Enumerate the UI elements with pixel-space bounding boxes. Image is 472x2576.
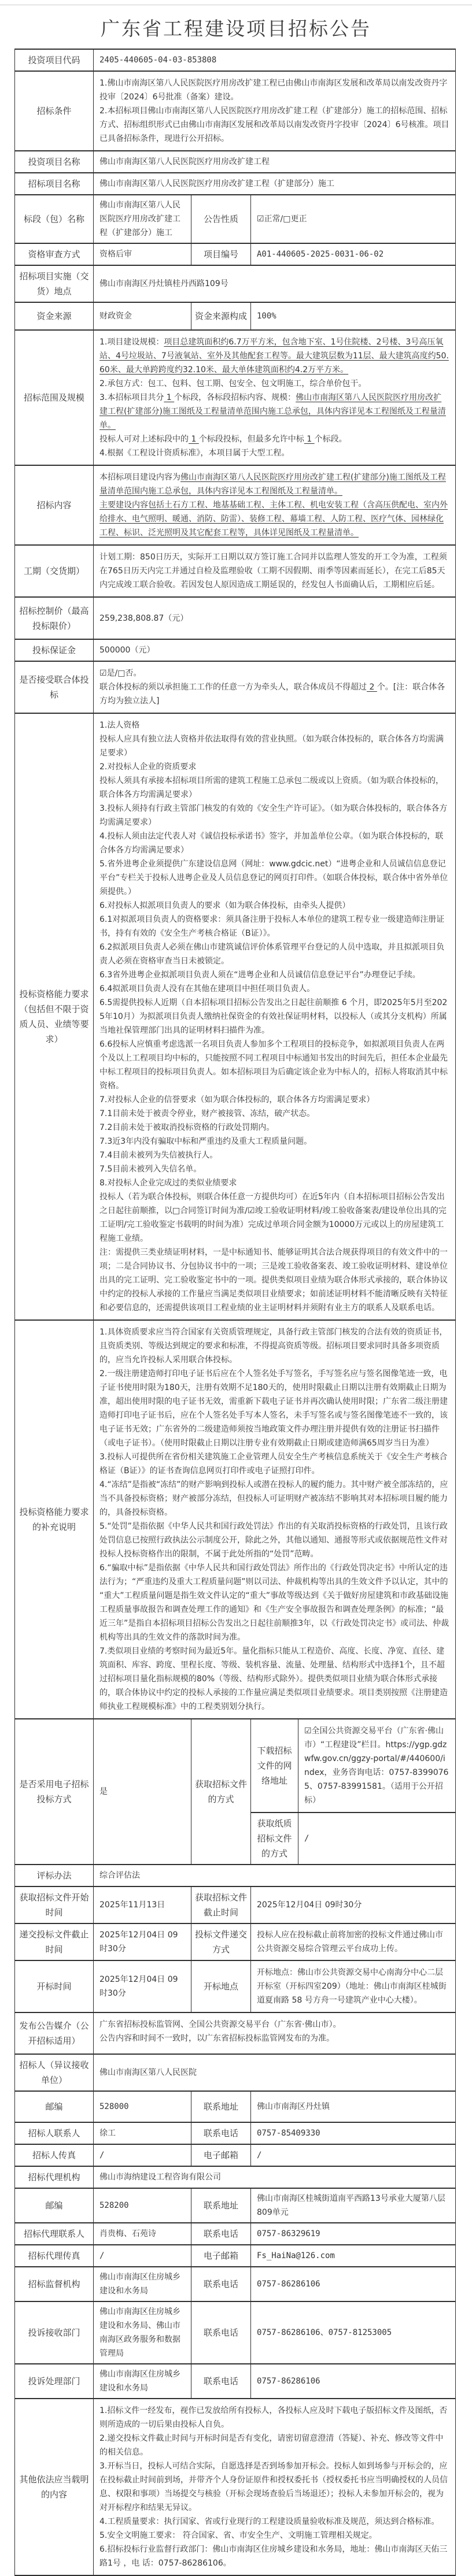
tender-scope-label: 招标范围及规模 — [15, 330, 94, 465]
paragraph: 6.招标投标行业监督行政部门：佛山市南海区住房城乡建设和水务局，地址：佛山市南海区天佑三路1号 ，电 话：0757-86286106。 — [99, 2545, 448, 2568]
consortium-label: 是否接受联合体投标 — [15, 661, 94, 713]
notice-nature-value: ☑正常/□更正 — [251, 195, 456, 243]
tender-conditions-label: 招标条件 — [15, 71, 94, 151]
paragraph: 1.佛山市南海区第八人民医院医疗用房改扩建工程已由佛山市南海区发展和改革局以南发改资丹字投审〔2024〕6号批准（备案）建设。 — [99, 79, 448, 102]
complaint-handle-phone-value: 0757-86286106 — [251, 2364, 456, 2399]
paragraph: 投标人可对上述标段中的 1 个标段投标，但最多允许中标 1 个标段。 — [99, 435, 347, 444]
row-other-contents — [15, 2399, 456, 2575]
delivery-location-label: 招标项目实施（交货）地点 — [15, 265, 94, 302]
paragraph: 3.本招标项目共分 1 个标段，各标段招标内容、规模：佛山市南海区第八人民医院医疗用房改扩建工程(扩建部分)施工图纸及工程量清单范围内施工总承包，具体内容详见本工程图纸及工程量清单。 — [99, 393, 446, 430]
row-qualification-requirements — [15, 713, 456, 1320]
qualification-supplement-label: 投标资格能力要求的补充说明 — [15, 1320, 94, 1719]
row-tender-content — [15, 465, 456, 545]
agency-contact-value: 肖贵梅、石苑诗 — [94, 2223, 191, 2245]
paragraph: 7.对投标人企业的信誉要求（如为联合体投标的，联合体各方均需满足要求） — [99, 1095, 375, 1104]
paragraph: 6.“骗取中标”是指依据《中华人民共和国行政处罚法》所作出的《行政处罚决定书》中所认定的违法行为；“严重违约及重大工程质量问题”则以司法、仲裁机构等出具的生效文件予以认定，其中的“重大”工程质量问题是指生效文件认定的“重大”事故等级达到《关于做好房屋建筑和市政基础设施工程质量事故报告和调查处理工作的通知》和《生产安全事故报告和调查处理条例》的标准；“最近三年”是指自本招标项目招标公告发出之日起往前顺推3年，以《行政处罚决定书》或司法、仲裁机构等出具的生效文件的落款时间为准。 — [99, 1563, 449, 1642]
row-invest-name — [15, 151, 456, 173]
agency-fax-value: / — [94, 2245, 191, 2267]
row-qualification-review — [15, 243, 456, 265]
row-delivery-location — [15, 265, 456, 302]
paragraph: 主要建设内容包括土石方工程、地基基础工程、主体工程、机电安装工程（含高压供配电、室内外给排水、电气照明、暖通、消防、防雷）、装修工程、幕墙工程、人防工程、医疗气体、园林绿化工程、标识、泛光照明及其它配套工程等，具体详见图纸及工程量清单。 — [99, 501, 448, 538]
paragraph: 7.5目前未被列入失信名单。 — [99, 1165, 202, 1174]
agency-label: 招标代理机构 — [15, 2166, 94, 2188]
row-submit-deadline — [15, 1923, 456, 1960]
bid-opening-place-value: 开标地点：佛山市公共资源交易中心南海分中心二层开标室（开标四室209）（地址：佛山市南海区桂城街道夏南路 58 号方舟一号建筑产业中心大楼）。 — [251, 1960, 456, 2012]
other-contents-label: 其他依法应当载明的内容 — [15, 2399, 94, 2575]
paragraph: 5.安全文明施工要求： 符合国家、省、市安全生产、文明施工管理相关规定。 — [99, 2531, 377, 2540]
page-title: 广东省工程建设项目招标公告 — [101, 17, 371, 40]
complaint-receive-phone-label: 联系电话 — [191, 2301, 251, 2364]
paragraph: 1.法人资格 — [99, 721, 140, 730]
submit-deadline-value: 2025年12月04日 09时30分 — [94, 1923, 191, 1960]
paragraph: 2.对投标人企业的资质要求 — [99, 762, 197, 772]
funding-source-value: 财政资金 — [94, 302, 191, 330]
paragraph: 6.对投标人拟派项目负责人的要求（如为联合体投标，由牵头人提供） — [99, 901, 351, 910]
paragraph: 7.3近3年内没有骗取中标和严重违约及重大工程质量问题。 — [99, 1137, 312, 1146]
announcement-media-label: 发布公告媒介（公开招标适用） — [15, 2012, 94, 2054]
electronic-bidding-label: 是否采用电子招标投标方式 — [15, 1719, 94, 1865]
agency-value: 佛山市海纳建设工程咨询有限公司 — [94, 2166, 456, 2188]
supervisor-phone-value: 0757-86286106 — [251, 2267, 456, 2301]
paragraph: 2.递交投标文件截止时间与开标时间是否有变化，请密切留意澄清（答疑）、补充、修改等文件中的相关信息。 — [99, 2434, 444, 2457]
other-contents-value — [94, 2399, 456, 2575]
row-tenderer — [15, 2054, 456, 2091]
row-complaint-handle — [15, 2364, 456, 2399]
tenderer-label: 招标人（异议接收单位） — [15, 2054, 94, 2091]
bid-opening-time-value: 2025年12月04日 09时30分 — [94, 1960, 191, 2012]
paragraph: 3.投标人可提供所在省份相关建筑施工企业管理人员安全生产考核信息系统关于《安全生产考核合格证（B证）》的证书查询信息网页打印件或电子证照打印件。 — [99, 1452, 448, 1476]
agency-postcode-value: 528200 — [94, 2188, 191, 2223]
paragraph: 7.4目前未被列为失信被执行人。 — [99, 1151, 218, 1160]
submit-method-value: 投标人应在投标截止前将加密的投标文件通过佛山市公共资源交易综合管理云平台成功上传。 — [251, 1923, 456, 1960]
paragraph: 6.6投标人应慎重考虑选派一名项目负责人参加多个工程项目的投标竞争，如拟派项目负责人在两个及以上工程项目均中标的，只能按照不同工程项目中标通知书发出的时间先后，担任本企业最先中标工程项目的投标项目负责人。如本招标项目为后确定该企业为中标人的，招标人将取消其中标资格。 — [99, 1040, 448, 1091]
tenderer-fax-value: / — [94, 2144, 191, 2166]
submit-deadline-label: 递交投标文件截止时间 — [15, 1923, 94, 1960]
paragraph: 本招标项目建设内容为佛山市南海区第八人民医院医疗用房改扩建工程(扩建部分)施工图纸及工程量清单范围内施工总承包，具体内容详见本工程图纸及工程量清单。 — [99, 473, 446, 496]
control-price-label: 招标控制价（最高投标限价） — [15, 597, 94, 639]
doc-obtain-start-label: 获取招标文件开始时间 — [15, 1886, 94, 1923]
row-supervisor — [15, 2267, 456, 2301]
row-tenderer-contact — [15, 2122, 456, 2144]
paragraph: 注：需提供三类业绩证明材料，一是中标通知书、能够证明其合法合规获得项目的有效文件中的一项；二是合同协议书、分包协议书中的一项；三是竣工验收备案表、竣工验收证明材料、建设单位出具的完工证明、完工验收鉴定书中的一项。提供类似项目业绩为联合体形式承接的，联合体协议中约定的投标人承接的工作量应当满足类似项目业绩要求；如前述证明材料不能清晰反映有关特征和必要信息的，还需提供该项目工程业绩的业主证明材料并须附有业主方的联系人及联系电话。 — [99, 1248, 448, 1313]
complaint-handle-phone-label: 联系电话 — [191, 2364, 251, 2399]
row-duration — [15, 545, 456, 597]
paragraph: 7.类似项目业绩的考察时间为最近5年。量化指标只能从工程造价、高度、长度、净宽、直径、建筑面积、库容、跨度、里程长度、等级、装机容量、流量、处理量、结构形式中选择1个，且不超过招标项目量化指标规模的80%（等级、结构形式除外）。提供类似项目业绩为联合体形式承接的，联合体协议中约定的投标人承接的工作量应满足类似项目业绩要求。项目类别按照《注册建造师执业工程规模标准》中的工程类别划分执行。 — [99, 1647, 448, 1711]
tender-name-value: 佛山市南海区第八人民医院医疗用房改扩建工程（扩建部分）施工 — [94, 173, 456, 195]
paragraph: 2.一级注册建造师打印电子证书后应在个人签名处手写签名，手写签名应与签名图像笔迹一致，电子证书使用时限为180天，注册有效期不足180天的，使用时限截止日期以注册有效期截止日期为准，超出使用时限的电子证书无效，需重新下载电子证书并再次确认使用时限；广东省二级注册建造师打印电子证书后，应在个人签名处手写本人签名，未手写签名或与签名图像笔迹不一致的，该电子证书无效；广东省外的二级建造师须按当地政策文件办理注册并提供有效的注册证书扫描件（或电子证书）。（使用时限截止日期以注册专业有效期截止日期或建造师满65周岁当日为准） — [99, 1369, 448, 1448]
agency-email-value: Fs_HaiNa@126.com — [251, 2245, 456, 2267]
bid-bond-value: 500000（元） — [94, 639, 456, 661]
announcement-page — [0, 5, 472, 2576]
row-doc-obtain-time — [15, 1886, 456, 1923]
paper-document-label: 获取纸质招标文件的方式 — [251, 1813, 298, 1865]
paragraph: 1.项目建设规模：项目总建筑面积约6.7万平方米，包含地下室、1号住院楼、2号楼、3号高压氧站、4号垃圾站、7号液氧站、室外及其他配套工程等。最大建筑层数为11层、最大建筑高度约50.60米、最大单跨跨度约32.10米、最大单体建筑面积约4.2万平方米。 — [99, 338, 449, 375]
paragraph: 投标人应具有独立法人资格并依法取得有效的营业执照。（如为联合体投标的，联合体各方均需满足要求） — [99, 735, 444, 758]
tender-name-label: 招标项目名称 — [15, 173, 94, 195]
evaluation-method-value: 综合评估法 — [94, 1865, 456, 1886]
row-invest-code — [15, 49, 456, 71]
duration-value: 计划工期：850日历天，实际开工日期以双方签订施工合同并以监理人签发的开工令为准，工程须在765日历天内完工并通过自检及监理验收（工期不因假期、雨季等因素而延长），在完工后85天内完成竣工联合验收。若因发包人原因造成工期延误的，经发包人书面确认后，工期相应后延。 — [94, 545, 456, 597]
paragraph: 4.根据《工程设计资质标准》，本项目属于大型工程。 — [99, 449, 290, 458]
paragraph: 6.4拟派项目负责人没有在其他在建项目中担任项目负责人。 — [99, 984, 315, 994]
tenderer-address-value: 佛山市南海区丹灶镇 — [251, 2091, 456, 2122]
paragraph: 7.2目前未处于被取消投标资格的行政处罚期内。 — [99, 1123, 275, 1132]
paragraph: 6.1对拟派项目负责人的资格要求：须具备注册于投标人本单位的建筑工程专业一级建造师注册证书，持有有效的《安全生产考核合格证（B证）》。 — [99, 915, 445, 938]
paragraph: 4.“冻结”是指被“冻结”的财产影响到投标人或潜在投标人的履约能力。其中财产被全部冻结的，应当不具备投标资格；财产被部分冻结，但投标人可证明财产被冻结不影响其对本招标项目履约能力的，具备投标资格。 — [99, 1480, 448, 1517]
row-complaint-receive — [15, 2301, 456, 2364]
funding-source-label: 资金来源 — [15, 302, 94, 330]
control-price-value: 259,238,808.87（元） — [94, 597, 456, 639]
paragraph: ☑是/□否。 — [99, 669, 142, 678]
row-bid-bond — [15, 639, 456, 661]
electronic-bidding-value: 是 — [94, 1719, 191, 1865]
paragraph: 5.省外进粤企业须提供广东建设信息网（网址：www.gdcic.net）“进粤企业和人员诚信信息登记平台”专栏关于投标人进粤企业及人员信息登记的网页打印件。（如联合体投标，联合体中省外单位须提供。） — [99, 859, 448, 896]
download-address-value: ☑全国公共资源交易平台（广东省·佛山市）“工程建设”栏目。https://ygp.gdzwfw.gov.cn/ggzy-portal/#/440600/index，业务咨询电话：0757-83990765、0757-83991581。（适用于公开招标） — [298, 1719, 456, 1813]
section-package-value: 佛山市南海区第八人民医院医疗用房改扩建工程（扩建部分）施工 — [94, 195, 191, 243]
announcement-table — [14, 49, 456, 2576]
tenderer-postcode-label: 邮编 — [15, 2091, 94, 2122]
paragraph: 4.工程质量要求：执行国家、省或行业现行的工程建设质量验收标准及规范，须达到合格标准。 — [99, 2517, 440, 2526]
paper-document-value: / — [298, 1813, 456, 1865]
row-agency-postcode — [15, 2188, 456, 2223]
row-evaluation-method — [15, 1865, 456, 1886]
paragraph: 3.开标当日，投标人可结合实际，自愿选择是否到场参加开标会。投标人如到场参与开标会的，应在投标截止时间前到场，并带齐个人身份证原件和授权委托书（授权委托书应当明确授权的人员信息、权限和事项）当场提交与核验（开标会现场查验后当场退还）；投标人未参加开标会的，视为对开标程序和结果无异议。 — [99, 2462, 448, 2512]
qualification-supplement-value — [94, 1320, 456, 1719]
tender-conditions-value — [94, 71, 456, 151]
supervisor-phone-label: 联系电话 — [191, 2267, 251, 2301]
tenderer-fax-label: 招标人传真 — [15, 2144, 94, 2166]
tenderer-contact-label: 招标人联系人 — [15, 2122, 94, 2144]
delivery-location-value: 佛山市南海区丹灶镇桂丹西路109号 — [94, 265, 456, 302]
row-qualification-supplement — [15, 1320, 456, 1719]
row-tenderer-postcode — [15, 2091, 456, 2122]
doc-obtain-deadline-label: 获取招标文件截止时间 — [191, 1886, 251, 1923]
duration-label: 工期（交货期） — [15, 545, 94, 597]
paragraph: 6.2拟派项目负责人必须在佛山市建筑诚信评价体系管理平台登记的人员中选取，并且拟派项目负责人必须在资格审查当日未被锁定。 — [99, 943, 445, 966]
agency-address-label: 联系地址 — [191, 2188, 251, 2223]
paragraph: 7.1目前未处于被责令停业，财产被接管、冻结，破产状态。 — [99, 1109, 315, 1118]
row-funding-source — [15, 302, 456, 330]
download-address-label: 下载招标文件的网络地址 — [251, 1719, 298, 1813]
complaint-handle-label: 投诉处理部门 — [15, 2364, 94, 2399]
invest-name-value: 佛山市南海区第八人民医院医疗用房改扩建工程 — [94, 151, 456, 173]
tender-scope-value — [94, 330, 456, 465]
bid-opening-place-label: 开标地点 — [191, 1960, 251, 2012]
tenderer-phone-label: 联系电话 — [191, 2122, 251, 2144]
paragraph: 2.本招标项目佛山市南海区第八人民医院医疗用房改扩建工程（扩建部分）施工的招标范围、招标方式、招标组织形式已由佛山市南海区发展和改革局以南发改资丹字投审〔2024〕6号核准。项目已具备招标条件，现进行公开招标。 — [99, 106, 449, 143]
agency-fax-label: 招标代理传真 — [15, 2245, 94, 2267]
row-agency-fax — [15, 2245, 456, 2267]
tenderer-address-label: 联系地址 — [191, 2091, 251, 2122]
row-tender-conditions — [15, 71, 456, 151]
complaint-handle-value: 佛山市南海区住房城乡建设和水务局 — [94, 2364, 191, 2399]
tenderer-phone-value: 0757-85409330 — [251, 2122, 456, 2144]
notice-nature-label: 公告性质 — [191, 195, 251, 243]
supervisor-label: 招标监督机构 — [15, 2267, 94, 2301]
row-consortium — [15, 661, 456, 713]
agency-contact-label: 招标代理联系人 — [15, 2223, 94, 2245]
supervisor-value: 佛山市南海区住房城乡建设和水务局 — [94, 2267, 191, 2301]
agency-phone-label: 联系电话 — [191, 2223, 251, 2245]
row-section-package — [15, 195, 456, 243]
row-electronic-bidding — [15, 1719, 456, 1813]
invest-name-label: 投资项目名称 — [15, 151, 94, 173]
paragraph: 4.投标人须由法定代表人对《诚信投标承诺书》签字，并加盖单位公章。（如为联合体投标的，联合体各方均需满足要求） — [99, 832, 444, 855]
tenderer-value: 佛山市南海区第八人民医院 — [94, 2054, 456, 2091]
row-bid-opening — [15, 1960, 456, 2012]
qualification-requirements-label: 投标资格能力要求（包括但不限于资质人员、业绩等要求） — [15, 713, 94, 1320]
agency-address-value: 佛山市南海区桂城街道南平西路13号承业大厦第八层809单元 — [251, 2188, 456, 2223]
tenderer-email-label: 电子邮箱 — [191, 2144, 251, 2166]
doc-obtain-deadline-value: 2025年12月04日 09时30分 — [251, 1886, 456, 1923]
paragraph: 3.投标人须持有行政主管部门核发的有效的《安全生产许可证》。（如为联合体投标的，联合体各方均需满足要求） — [99, 804, 448, 827]
paragraph: 1.具体资质要求应当符合国家有关资质管理规定，具备行政主管部门核发的合法有效的资质证书，且资质类别、等级达到规定的要求和标准，不得提高资质等级。招标项目要求同时具备多项资质的，应当允许投标人采用联合体投标。 — [99, 1328, 448, 1365]
agency-email-label: 电子邮箱 — [191, 2245, 251, 2267]
row-tenderer-fax — [15, 2144, 456, 2166]
row-agency-contact — [15, 2223, 456, 2245]
agency-postcode-label: 邮编 — [15, 2188, 94, 2223]
row-control-price — [15, 597, 456, 639]
section-package-label: 标段（包）名称 — [15, 195, 94, 243]
doc-obtain-start-value: 2025年11月13日 — [94, 1886, 191, 1923]
paragraph: 投标人须具有承接本招标项目所需的建筑工程施工总承包二级或以上资质。（如为联合体投标的，联合体各方均需满足要求） — [99, 776, 444, 799]
paragraph: 投标人（若为联合体投标，则联合体任意一方提供均可）在近5年内（自本招标项目招标公告发出之日起往前顺推，以□合同签订时间为准/☑竣工验收证明材料/竣工验收备案表/建设单位出具的完工证明/完工验收鉴定书载明的时间为准）完成过单项合同金额为10000万元或以上的房屋建筑工程施工业绩。 — [99, 1192, 447, 1243]
qualification-review-value: 资格后审 — [94, 243, 191, 265]
evaluation-method-label: 评标办法 — [15, 1865, 94, 1886]
paragraph: 8.对投标人企业完成过的类似业绩要求 — [99, 1178, 237, 1188]
submit-method-label: 投标文件递交方式 — [191, 1923, 251, 1960]
row-agency — [15, 2166, 456, 2188]
paragraph: 5.“处罚”是指依据《中华人民共和国行政处罚法》作出的有关取消投标资格的行政处罚，且该行政处罚信息已按照行政执法公示制度公开，除此之外，其他以通知、通报等形式或依据规范性文件对投标人投标资格作出的限制，不属于此处所指的“处罚”范畴。 — [99, 1522, 448, 1559]
announcement-media-value — [94, 2012, 456, 2054]
invest-code-label: 投资项目代码 — [15, 49, 94, 71]
tender-content-value — [94, 465, 456, 545]
paragraph: 广东省招标投标监管网、全国公共资源交易平台（广东省·佛山市）。 — [99, 2020, 341, 2029]
project-number-value: A01-440605-2025-0031-06-02 — [251, 243, 456, 265]
paragraph: 联合体投标的须以承担施工工作的任意一方为牵头人，联合体成员不得超过 2 个。[注：联合体各方均为独立法人] — [99, 683, 445, 706]
complaint-receive-value: 佛山市南海区住房城乡建设和水务局、佛山市南海区政务服务和数据管理局 — [94, 2301, 191, 2364]
row-announcement-media — [15, 2012, 456, 2054]
complaint-receive-label: 投诉接收部门 — [15, 2301, 94, 2364]
doc-obtain-method-label: 获取招标文件的方式 — [191, 1719, 251, 1865]
agency-phone-value: 0757-86329619 — [251, 2223, 456, 2245]
consortium-value — [94, 661, 456, 713]
qualification-review-label: 资格审查方式 — [15, 243, 94, 265]
funding-composition-label: 资金来源构成 — [191, 302, 251, 330]
paragraph: 2.承包方式：包工、包料、包工期、包安全、包文明施工，综合单价包干。 — [99, 379, 367, 388]
tenderer-email-value: / — [251, 2144, 456, 2166]
tenderer-contact-value: 徐工 — [94, 2122, 191, 2144]
paragraph: 公告内容和时间不一致时，以广东省招标投标监管网发布的为准。 — [99, 2034, 334, 2043]
bid-bond-label: 投标保证金 — [15, 639, 94, 661]
bid-opening-time-label: 开标时间 — [15, 1960, 94, 2012]
tenderer-postcode-value: 528000 — [94, 2091, 191, 2122]
paragraph: 6.5需提供投标人近期（自本招标项目招标公告发出之日起往前顺推 6 个月，即2025年5月至2025年10月）为拟派项目负责人缴纳社保资金的有效社保证明材料，以投标人（或其分支机构）所属当地社保管理部门出具的证明材料扫描件为准。 — [99, 998, 448, 1035]
row-tender-scope — [15, 330, 456, 465]
complaint-receive-phone-value: 0757-86286106、0757-81253005 — [251, 2301, 456, 2364]
paragraph: 6.3省外进粤企业拟派项目负责人须在“进粤企业和人员诚信信息登记平台”办理登记手续。 — [99, 970, 421, 980]
row-tender-name — [15, 173, 456, 195]
paragraph: 1.招标文件一经发布，视作已发放给所有投标人，各投标人应及时下载电子版招标文件及图纸，否则所造成的一切后果由投标人自负。 — [99, 2406, 448, 2429]
funding-composition-value: 100% — [251, 302, 456, 330]
project-number-label: 项目编号 — [191, 243, 251, 265]
qualification-requirements-value — [94, 713, 456, 1320]
tender-content-label: 招标内容 — [15, 465, 94, 545]
invest-code-value: 2405-440605-04-03-853808 — [94, 49, 456, 71]
